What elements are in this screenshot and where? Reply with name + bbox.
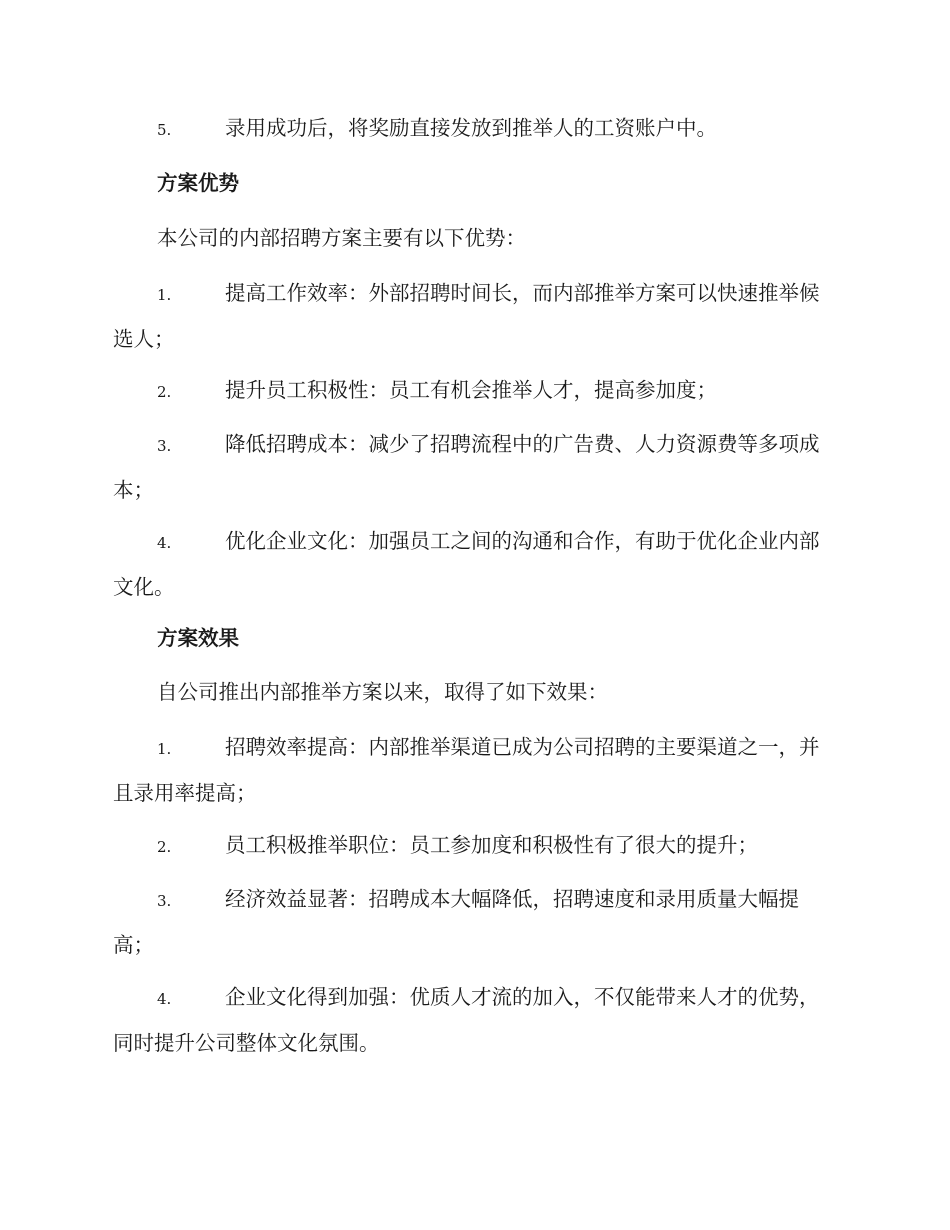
list-text: 优化企业文化：加强员工之间的沟通和合作，有助于优化企业内部文化。 (113, 529, 820, 599)
list-text: 提升员工积极性：员工有机会推举人才，提高参加度； (225, 378, 717, 402)
list-number: 3. (157, 437, 172, 455)
list-item (113, 823, 835, 869)
paragraph: 自公司推出内部推举方案以来，取得了如下效果： (157, 680, 608, 704)
list-text: 提高工作效率：外部招聘时间长，而内部推举方案可以快速推举候选人； (113, 281, 820, 351)
list-number: 3. (157, 892, 172, 910)
list-number: 2. (157, 383, 172, 401)
list-item (113, 725, 835, 815)
list-number: 4. (157, 990, 172, 1008)
list-text: 企业文化得到加强：优质人才流的加入，不仅能带来人才的优势，同时提升公司整体文化氛围。 (113, 985, 820, 1055)
list-number: 4. (157, 534, 172, 552)
list-item (113, 106, 835, 152)
list-item (113, 271, 835, 361)
list-item (113, 975, 835, 1065)
list-item (113, 368, 835, 414)
list-text: 员工积极推举职位：员工参加度和积极性有了很大的提升； (225, 833, 758, 857)
list-text: 经济效益显著：招聘成本大幅降低，招聘速度和录用质量大幅提高； (113, 887, 799, 957)
list-number: 2. (157, 838, 172, 856)
section-heading-advantages: 方案优势 (157, 171, 239, 195)
list-item (113, 519, 835, 609)
list-text: 录用成功后，将奖励直接发放到推举人的工资账户中。 (225, 116, 717, 140)
paragraph: 本公司的内部招聘方案主要有以下优势： (157, 226, 526, 250)
list-item (113, 422, 835, 512)
list-item (113, 877, 835, 967)
list-text: 招聘效率提高：内部推举渠道已成为公司招聘的主要渠道之一，并且录用率提高； (113, 735, 820, 805)
list-number: 1. (157, 740, 172, 758)
list-number: 5. (157, 121, 172, 139)
list-number: 1. (157, 286, 172, 304)
section-heading-effects: 方案效果 (157, 626, 239, 650)
list-text: 降低招聘成本：减少了招聘流程中的广告费、人力资源费等多项成本； (113, 432, 820, 502)
